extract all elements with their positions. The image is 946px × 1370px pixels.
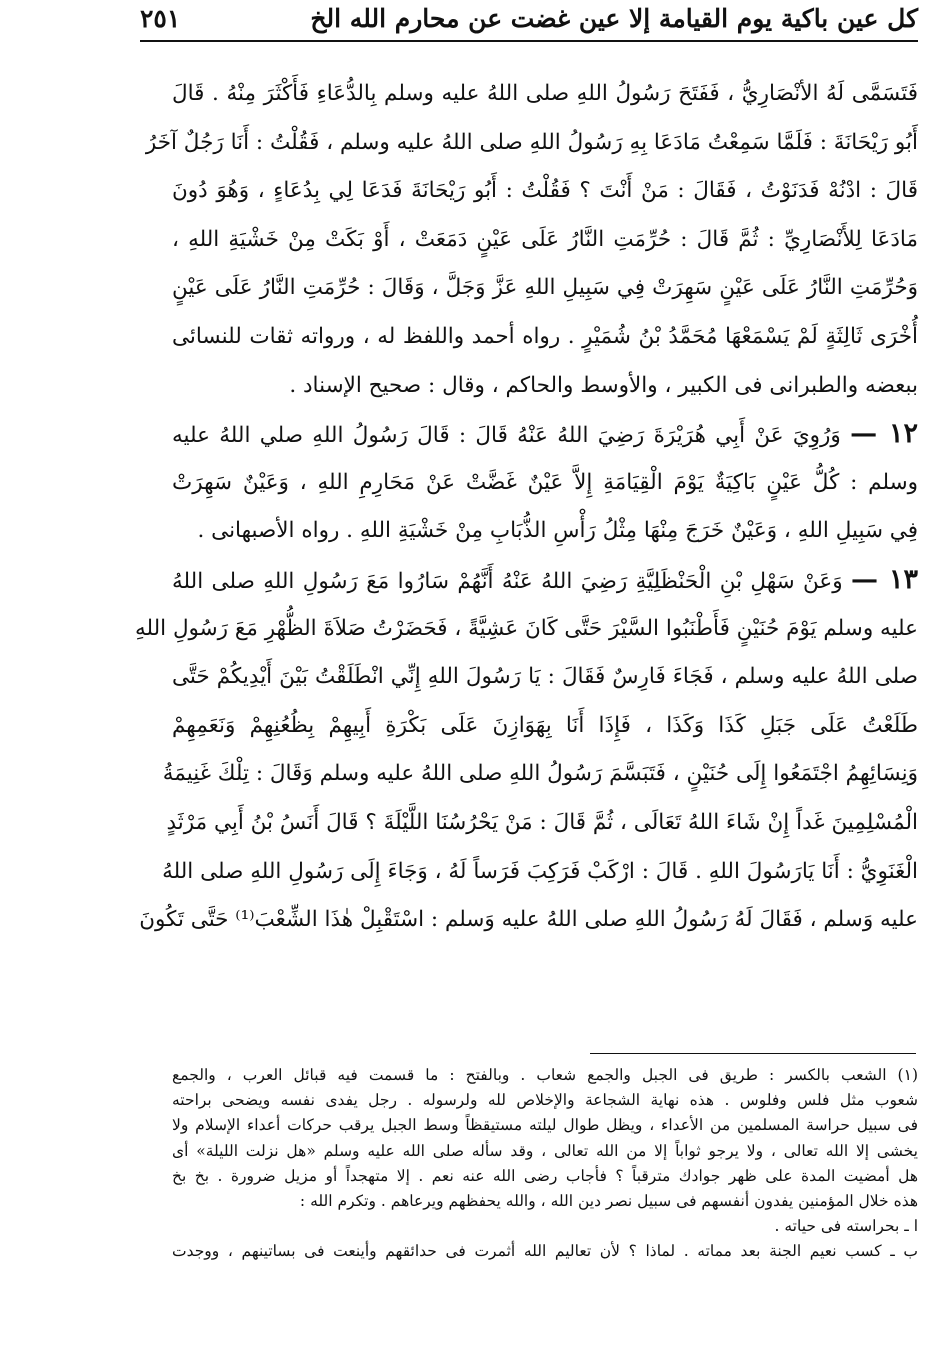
footnote-rule: [590, 1053, 916, 1054]
footnote-line: يخشى إلا الله تعالى ، ولا يرجو ثواباً إلا من الله تعالى ، وقد سأله صلى الله عليه وسلم «هل نزلت الليلة» أى: [172, 1141, 918, 1160]
text-line: طَلَعْتُ عَلَى جَبَلِ كَذَا وَكَذَا ، فَإِذَا أَنَا بِهَوَازِنَ عَلَى بَكْرَةِ أَبِيهِمْ بِظُعُنِهِمْ وَنَعَمِهِمْ: [172, 712, 918, 738]
footnote-line: هذه خلال المؤمنين يفدون أنفسهم فى سبيل نصر دين الله ، والله يحفظهم ويرعاهم . وتكرم الله :: [299, 1191, 918, 1210]
text-line: الْمُسْلِمِينَ غَداً إِنْ شَاءَ اللهُ تَعَالَى ، ثُمَّ قَالَ : مَنْ يَحْرُسُنَا اللَّيْلَةَ ؟ قَالَ أَنَسُ بْنُ أَبِي مَرْثَدٍ: [166, 809, 918, 835]
hadith-number-12: ١٢ —: [850, 418, 918, 450]
footnote-line: ب ـ كسب نعيم الجنة بعد مماته . لماذا ؟ لأن تعاليم الله أثمرت فى حدائقهم وأينعت فى بساتينهم ، ووجدت: [172, 1242, 918, 1261]
text-line: عليه وَسلم ، فَقَالَ لَهُ رَسُولُ اللهِ صلى اللهُ عليه وَسلم : اسْتَقْبِلْ هٰذَا الشِّعْبَ⁽¹⁾ حَتَّى تَكُونَ: [139, 907, 918, 933]
hadith-12-text: وَرُوِيَ عَنْ أَبِي هُرَيْرَةَ رَضِيَ اللهُ عَنْهُ قَالَ : قَالَ رَسُولُ اللهِ صلي اللهُ عليه: [172, 423, 841, 449]
hadith-13-first-line: [172, 556, 918, 605]
hadith-13-text: وَعَنْ سَهْلِ بْنِ الْحَنْظَلِيَّةِ رَضِيَ اللهُ عَنْهُ أَنَّهُمْ سَارُوا مَعَ رَسُولِ اللهِ صلى اللهُ: [172, 568, 843, 594]
text-line: وسلم : كُلُّ عَيْنٍ بَاكِيَةٌ يَوْمَ الْقِيَامَةِ إِلاَّ عَيْنٌ غَضَّتْ عَنْ مَحَارِمِ اللهِ ، وَعَيْنٌ سَهِرَتْ: [172, 469, 918, 495]
hadith-number-13: ١٣ —: [851, 563, 918, 595]
text-line: وَنِسَائِهِمُ اجْتَمَعُوا إِلَى حُنَيْنٍ ، فَتَبَسَّمَ رَسُولُ اللهِ صلى اللهُ عليه وسلم وَقَالَ : تِلْكَ غَنِيمَةُ: [162, 761, 918, 787]
text-line: فِي سَبِيلِ اللهِ ، وَعَيْنٌ خَرَجَ مِنْهَا مِثْلُ رَأْسِ الذُّبَابِ مِنْ خَشْيَةِ اللهِ . رواه الأصبهانى .: [197, 518, 918, 544]
header-rule: [140, 40, 918, 42]
text-line: الْغَنَوِيُّ : أَنَا يَارَسُولَ اللهِ . قَالَ : ارْكَبْ فَرَكِبَ فَرَساً لَهُ ، وَجَاءَ إِلَى رَسُولِ اللهِ صلى اللهُ: [162, 858, 918, 884]
page-header: [140, 0, 918, 36]
footnote-line: فى سبيل حراسة المسلمين من الأعداء ، ويظل طوال ليلته مستيقظاً وسط الجبل يرقب حركات أعداء الإسلام ولا: [172, 1116, 918, 1135]
text-line: عليه وسلم يَوْمَ حُنَيْنٍ فَأَطْنَبُوا السَّيْرَ حَتَّى كَانَ عَشِيَّةً ، فَحَضَرْتُ صَلاَةَ الظُّهْرِ مَعَ رَسُولِ اللهِ: [134, 615, 918, 641]
text-line: مَادَعَا لِلأَنْصَارِيِّ : ثُمَّ قَالَ : حُرِّمَتِ النَّارُ عَلَى عَيْنٍ دَمَعَتْ ، أَوْ بَكَتْ مِنْ خَشْيَةِ اللهِ ،: [172, 226, 918, 252]
main-text: [134, 70, 918, 945]
text-line: وَحُرِّمَتِ النَّارُ عَلَى عَيْنٍ سَهِرَتْ فِي سَبِيلِ اللهِ عَزَّ وَجَلَّ ، وَقَالَ : حُرِّمَتِ النَّارُ عَلَى عَيْنٍ: [172, 275, 918, 301]
footnote-line: شعوب مثل فلس وفلوس . هذه نهاية الشجاعة والإخلاص لله ولرسوله . رجل يفدى نفسه ويضحى براحته: [172, 1091, 918, 1110]
footnote-line: (١) الشعب بالكسر : طريق فى الجبل والجمع شعاب . وبالفتح : ما قسمت فيه قبائل العرب ، والجمع: [172, 1066, 918, 1084]
text-line: أَبُو رَيْحَانَةَ : فَلَمَّا سَمِعْتُ مَادَعَا بِهِ رَسُولُ اللهِ صلى اللهُ عليه وسلم ، فَقُلْتُ : أَنَا رَجُلٌ آخَرُ: [145, 129, 918, 155]
text-line: قَالَ : ادْنُهْ فَدَنَوْتُ ، فَقَالَ : مَنْ أَنْتَ ؟ فَقُلْتُ : أَبُو رَيْحَانَةَ فَدَعَا لِي بِدُعَاءٍ ، وَهُوَ دُونَ: [172, 178, 918, 204]
text-line: أُخْرَى ثَالِثَةٍ لَمْ يَسْمَعْهَا مُحَمَّدُ بْنُ شُمَيْرٍ . رواه أحمد واللفظ له ، ورواته ثقات للنسائى: [172, 323, 918, 349]
text-line: ببعضه والطبرانى فى الكبير ، والأوسط والحاكم ، وقال : صحيح الإسناد .: [289, 372, 918, 398]
footnote-line: ا ـ بحراسته فى حياته .: [774, 1217, 918, 1236]
hadith-12-first-line: [172, 410, 918, 459]
text-line: صلى اللهُ عليه وسلم ، فَجَاءَ فَارِسٌ فَقَالَ : يَا رَسُولَ اللهِ إِنِّي انْطَلَقْتُ بَيْنَ أَيْدِيكُمْ حَتَّى: [172, 664, 918, 690]
footnote-line: هل أمضيت المدة على ظهر جوادك مترقباً ؟ فأجاب رضى الله عنه نعم . إلا متهجداً أو مزيل ضرورة . بخ بخ: [172, 1166, 918, 1185]
running-title: كل عين باكية يوم القيامة إلا عين غضت عن محارم الله الخ: [310, 3, 918, 33]
text-line: فَتَسَمَّى لَهُ الأنْصَارِيُّ ، فَفَتَحَ رَسُولُ اللهِ صلى اللهُ عليه وسلم بِالدُّعَاءِ فَأَكْثَرَ مِنْهُ . قَالَ: [172, 81, 918, 106]
footnotes: [172, 1063, 918, 1265]
page-number: ٢٥١: [140, 3, 181, 33]
